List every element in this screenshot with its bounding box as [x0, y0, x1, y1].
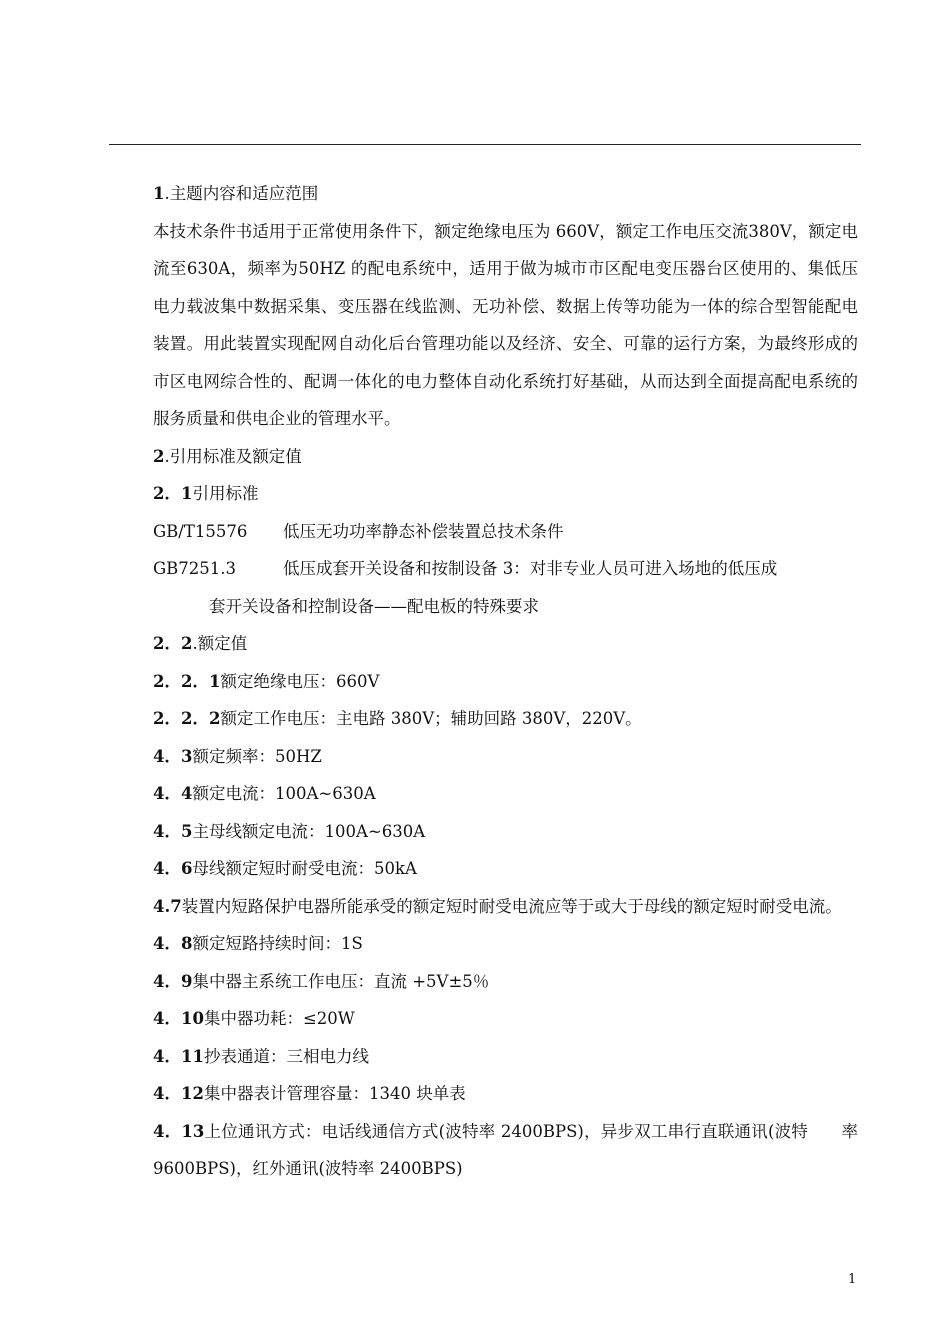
item-text: 额定绝缘电压：660V	[220, 671, 380, 691]
section-1-paragraph: 本技术条件书适用于正常使用条件下，额定绝缘电压为 660V，额定工作电压交流380V，额定电流至630A，频率为50HZ 的配电系统中，适用于做为城市市区配电变压器台区使用的、集低压电力载波集中数据采集、变压器在线监测、无功补偿、数据上传等功能为一体的综合型智能配电装置。用此装置实现配网自动化后台管理功能以及经济、安全、可靠的运行方案，为最终形成的市区电网综合性的、配调一体化的电力整体自动化系统打好基础，从而达到全面提高配电系统的服务质量和供电企业的管理水平。	[153, 221, 858, 428]
section-title: .主题内容和适应范围	[164, 184, 319, 203]
item-text: 额定工作电压：主电路 380V；辅助回路 380V，220V。	[220, 709, 642, 728]
rating-item	[113, 813, 858, 851]
item-text: 额定短路持续时间：1S	[192, 934, 363, 953]
item-text: 装置内短路保护电器所能承受的额定短时耐受电流应等于或大于母线的额定短时耐受电流。	[181, 896, 842, 916]
standard-title-continuation: 套开关设备和控制设备——配电板的特殊要求	[209, 596, 539, 616]
item-text: 主母线额定电流：100A~630A	[192, 821, 426, 841]
item-text: 抄表通道：三相电力线	[203, 1046, 369, 1066]
item-number: 4．3	[153, 746, 193, 766]
rating-item	[113, 1075, 858, 1113]
item-number: 4．4	[153, 784, 193, 803]
item-text: 额定电流：100A~630A	[192, 784, 376, 803]
header-rule	[109, 144, 861, 145]
rating-item	[113, 700, 858, 738]
item-text: 额定频率：50HZ	[192, 746, 322, 766]
section-1-heading	[113, 175, 858, 213]
rating-item	[113, 925, 858, 963]
item-number: 4．10	[153, 1009, 204, 1028]
section-number: 2．1	[153, 484, 193, 503]
standard-row	[113, 550, 858, 588]
section-2-2-heading	[113, 625, 858, 663]
standard-title: 低压成套开关设备和按制设备 3：对非专业人员可进入场地的低压成	[283, 559, 778, 578]
item-text: 集中器表计管理容量：1340 块单表	[203, 1084, 466, 1103]
standard-code: GB/T15576	[153, 521, 248, 541]
section-2-1-heading	[113, 475, 858, 513]
section-number: 1	[153, 184, 165, 203]
standard-title: 低压无功功率静态补偿装置总技术条件	[283, 521, 564, 541]
section-title: .引用标准及额定值	[164, 446, 302, 466]
page-number: 1	[848, 1272, 857, 1287]
section-number: 2．2	[153, 634, 193, 653]
section-2-heading	[113, 438, 858, 476]
rating-item	[113, 775, 858, 813]
rating-item	[113, 738, 858, 776]
item-number: 4．6	[153, 859, 193, 878]
item-number: 2．2．2	[153, 709, 221, 728]
standard-row	[113, 513, 858, 551]
item-text: 集中器主系统工作电压：直流 +5V±5％	[192, 971, 490, 991]
section-title: .额定值	[192, 634, 248, 653]
standard-code: GB7251.3	[153, 559, 237, 578]
document-body	[113, 175, 858, 1188]
rating-item	[113, 850, 858, 888]
rating-item	[113, 1000, 858, 1038]
rating-item	[113, 663, 858, 701]
rating-item	[113, 1038, 858, 1076]
item-number: 2．2．1	[153, 671, 221, 691]
item-number: 4．5	[153, 821, 193, 841]
item-number: 4．11	[153, 1046, 204, 1066]
section-title: 引用标准	[192, 484, 259, 503]
item-number: 4．8	[153, 934, 193, 953]
rating-item	[113, 888, 858, 926]
item-text: 集中器功耗：≤20W	[203, 1009, 355, 1028]
item-number: 4．12	[153, 1084, 204, 1103]
item-number: 4.7	[153, 896, 182, 916]
item-number: 4．9	[153, 971, 193, 991]
item-number: 4．13	[153, 1121, 205, 1141]
section-number: 2	[153, 446, 165, 466]
rating-item	[113, 1113, 858, 1188]
item-text: 上位通讯方式：电话线通信方式(波特率 2400BPS)，异步双工串行直联通讯(波特 率 9600BPS)，红外通讯(波特率 2400BPS)	[153, 1121, 858, 1178]
item-text: 母线额定短时耐受电流：50kA	[192, 859, 417, 878]
rating-item	[113, 963, 858, 1001]
